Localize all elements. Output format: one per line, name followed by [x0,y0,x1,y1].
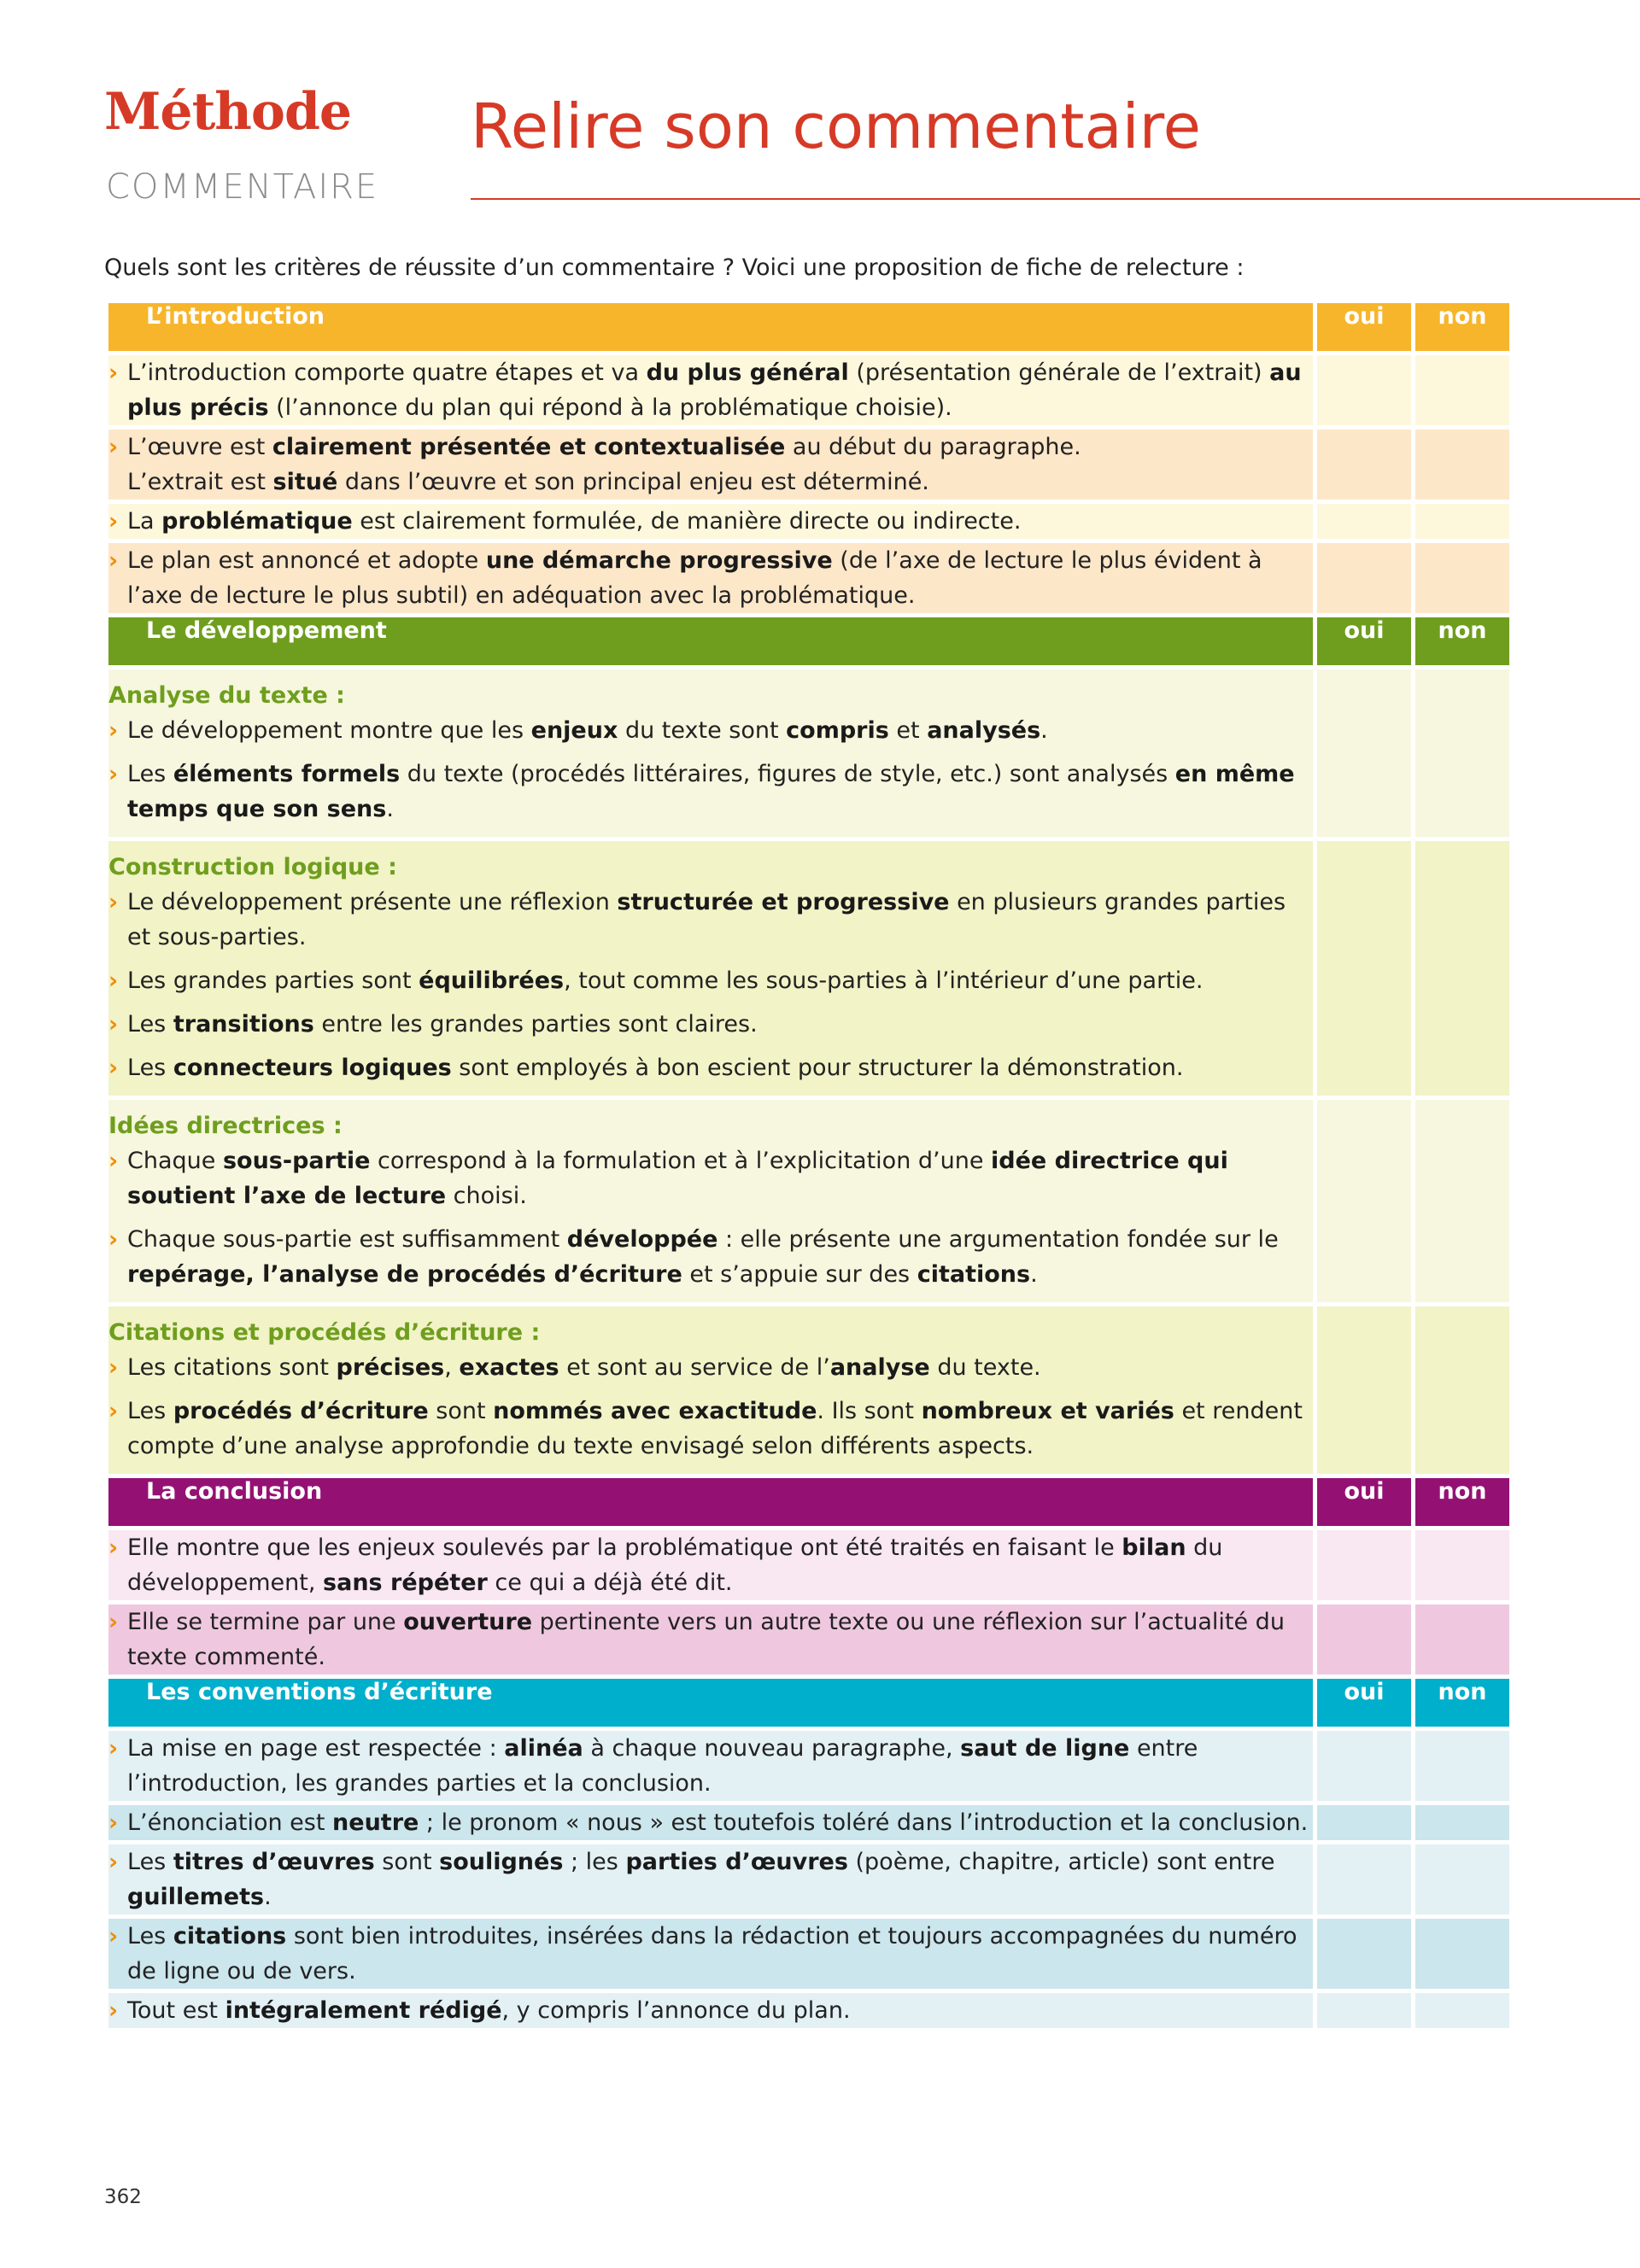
criterion-text: (de l’axe de lecture le plus évident à l’axe de lecture le plus subtil) en adéquation avec la problématique. [127,547,1262,609]
intro-question: Quels sont les critères de réussite d’un commentaire ? Voici une proposition de fiche de relecture : [104,254,1245,281]
column-non-label: non [1414,1476,1512,1529]
section-header [107,301,1512,354]
criterion-text: et sont au service de l’ [559,1354,830,1381]
emphasis-text: analyse [829,1354,930,1381]
emphasis-text: situé [272,469,338,495]
chevron-right-icon: › [108,1849,119,1875]
emphasis-text: alinéa [504,1735,583,1762]
emphasis-text: du plus général [646,359,849,386]
criterion-text: Les grandes parties sont [127,967,419,994]
criterion-text: Les [127,1055,173,1081]
checklist-row [107,1098,1512,1305]
chevron-right-icon: › [108,1011,119,1038]
chevron-right-icon: › [108,1735,119,1762]
criterion-text: . [1040,717,1048,744]
emphasis-text: guillemets [127,1884,265,1910]
emphasis-text: précises [336,1354,445,1381]
checklist-row [107,541,1512,616]
criteria-cell [107,1843,1315,1917]
non-checkbox-cell[interactable] [1414,1843,1512,1917]
criterion-item [108,543,1313,613]
chevron-right-icon: › [108,1055,119,1081]
emphasis-text: ouverture [403,1609,533,1635]
checklist-row [107,428,1512,502]
criterion-text: Chaque sous-partie est suffisamment [127,1226,567,1253]
criterion-text: La [127,508,162,535]
criterion-item [108,1605,1313,1675]
chevron-right-icon: › [108,1809,119,1836]
emphasis-text: citations [173,1923,287,1949]
oui-checkbox-cell[interactable] [1315,1917,1414,1991]
non-checkbox-cell[interactable] [1414,502,1512,541]
chevron-right-icon: › [108,1923,119,1949]
criterion-text: . Ils sont [817,1398,922,1424]
criterion-text: et s’appuie sur des [682,1261,917,1288]
criterion-text: . [264,1884,272,1910]
criterion-item [108,885,1313,955]
criterion-text: L’œuvre est [127,434,272,460]
oui-checkbox-cell[interactable] [1315,1305,1414,1476]
criterion-text: Tout est [127,1997,226,2024]
criteria-cell [107,502,1315,541]
criterion-text: Les [127,761,173,787]
criterion-text: Elle montre que les enjeux soulevés par la problématique ont été traités en faisant le [127,1534,1122,1561]
criterion-text: du texte (procédés littéraires, figures de style, etc.) sont analysés [400,761,1175,787]
criterion-text: : elle présente une argumentation fondée sur le [718,1226,1279,1253]
criterion-text: et [888,717,928,744]
criterion-text: sont [428,1398,494,1424]
subsection-heading: Analyse du texte : [108,682,345,709]
emphasis-text: connecteurs logiques [173,1055,452,1081]
non-checkbox-cell[interactable] [1414,1305,1512,1476]
criterion-text: ce qui a déjà été dit. [487,1569,733,1596]
emphasis-text: analysés [927,717,1041,744]
emphasis-text: structurée et progressive [617,889,950,915]
column-oui-label: oui [1315,616,1414,668]
subsection-heading: Citations et procédés d’écriture : [108,1319,541,1346]
oui-checkbox-cell[interactable] [1315,502,1414,541]
emphasis-text: nombreux et variés [921,1398,1174,1424]
criterion-text: au début du paragraphe. [785,434,1081,460]
chevron-right-icon: › [108,1226,119,1253]
emphasis-text: problématique [161,508,353,535]
criterion-text: Les [127,1849,173,1875]
oui-checkbox-cell[interactable] [1315,1098,1414,1305]
column-oui-label: oui [1315,1677,1414,1729]
oui-checkbox-cell[interactable] [1315,1729,1414,1803]
review-checklist [104,299,1514,2032]
criterion-text: , [444,1354,460,1381]
section-header [107,616,1512,668]
oui-checkbox-cell[interactable] [1315,428,1414,502]
criterion-text: (l’annonce du plan qui répond à la problématique choisie). [268,395,952,421]
category-label: COMMENTAIRE [106,167,379,207]
criterion-item [108,1394,1313,1464]
section-title: La conclusion [107,1476,1315,1529]
criterion-text: correspond à la formulation et à l’explicitation d’une [370,1148,992,1174]
column-non-label: non [1414,301,1512,354]
criterion-text: Les citations sont [127,1354,337,1381]
emphasis-text: nommés avec exactitude [493,1398,817,1424]
chevron-right-icon: › [108,717,119,744]
criterion-item [108,1143,1313,1213]
criterion-text: Le plan est annoncé et adopte [127,547,486,574]
criterion-item [108,504,1313,539]
emphasis-text: exactes [459,1354,559,1381]
emphasis-text: soulignés [439,1849,564,1875]
section-title: Le développement [107,616,1315,668]
chevron-right-icon: › [108,1398,119,1424]
criterion-item [108,713,1313,748]
chevron-right-icon: › [108,967,119,994]
emphasis-text: neutre [332,1809,419,1836]
emphasis-text: intégralement rédigé [225,1997,502,2024]
non-checkbox-cell[interactable] [1414,1603,1512,1677]
checklist-row [107,1917,1512,1991]
chevron-right-icon: › [108,547,119,574]
criterion-text: . [1030,1261,1038,1288]
criterion-item [108,1993,1313,2028]
emphasis-text: repérage, l’analyse de procédés d’écriture [127,1261,682,1288]
criterion-text: en plusieurs grandes parties et sous-parties. [127,889,1286,950]
emphasis-text: développée [566,1226,718,1253]
brand-title: Méthode [104,82,352,142]
page-number: 362 [104,2186,142,2208]
oui-checkbox-cell[interactable] [1315,668,1414,839]
criterion-text: (présentation générale de l’extrait) [848,359,1270,386]
criterion-text: entre l’introduction, les grandes parties et la conclusion. [127,1735,1198,1797]
subsection-heading: Idées directrices : [108,1113,343,1139]
criterion-text: sont employés à bon escient pour structurer la démonstration. [451,1055,1184,1081]
emphasis-text: clairement présentée et contextualisée [272,434,786,460]
criteria-cell [107,541,1315,616]
criteria-cell [107,1603,1315,1677]
criterion-text: Les [127,1398,173,1424]
oui-checkbox-cell[interactable] [1315,1991,1414,2031]
checklist-row [107,1803,1512,1843]
non-checkbox-cell[interactable] [1414,1529,1512,1603]
criterion-text: sont [374,1849,440,1875]
criterion-text: entre les grandes parties sont claires. [313,1011,758,1038]
oui-checkbox-cell[interactable] [1315,354,1414,428]
emphasis-text: transitions [173,1011,314,1038]
emphasis-text: en même temps que son sens [127,761,1295,822]
chevron-right-icon: › [108,1534,119,1561]
criteria-cell [107,1098,1315,1305]
criterion-text: , y compris l’annonce du plan. [501,1997,851,2024]
criterion-text: est clairement formulée, de manière directe ou indirecte. [352,508,1022,535]
section-header [107,1677,1512,1729]
criterion-text: ; les [563,1849,626,1875]
criterion-text: ; le pronom « nous » est toutefois toléré dans l’introduction et la conclusion. [419,1809,1309,1836]
criteria-cell [107,1529,1315,1603]
oui-checkbox-cell[interactable] [1315,1529,1414,1603]
chevron-right-icon: › [108,359,119,386]
checklist-row [107,1305,1512,1476]
column-non-label: non [1414,1677,1512,1729]
checklist-row [107,1843,1512,1917]
non-checkbox-cell[interactable] [1414,668,1512,839]
criterion-text: du texte. [929,1354,1041,1381]
non-checkbox-cell[interactable] [1414,354,1512,428]
criteria-cell [107,839,1315,1098]
checklist-row [107,1991,1512,2031]
emphasis-text: bilan [1122,1534,1186,1561]
criteria-cell [107,668,1315,839]
chevron-right-icon: › [108,889,119,915]
non-checkbox-cell[interactable] [1414,1917,1512,1991]
chevron-right-icon: › [108,1609,119,1635]
checklist-row [107,668,1512,839]
criterion-text: du texte sont [618,717,787,744]
section-title: Les conventions d’écriture [107,1677,1315,1729]
criterion-item [108,1805,1313,1840]
criteria-cell [107,354,1315,428]
oui-checkbox-cell[interactable] [1315,1803,1414,1843]
emphasis-text: titres d’œuvres [173,1849,375,1875]
column-non-label: non [1414,616,1512,668]
chevron-right-icon: › [108,761,119,787]
criterion-text: L’introduction comporte quatre étapes et va [127,359,647,386]
criterion-text: Le développement montre que les [127,717,531,744]
chevron-right-icon: › [108,1354,119,1381]
criterion-text: Les [127,1011,173,1038]
page-title: Relire son commentaire [471,91,1201,162]
criterion-text: sont bien introduites, insérées dans la rédaction et toujours accompagnées du numéro de ligne ou de vers. [127,1923,1297,1984]
chevron-right-icon: › [108,508,119,535]
non-checkbox-cell[interactable] [1414,1991,1512,2031]
oui-checkbox-cell[interactable] [1315,541,1414,616]
criterion-text: Elle se termine par une [127,1609,404,1635]
emphasis-text: équilibrées [419,967,565,994]
criterion-item [108,355,1313,425]
non-checkbox-cell[interactable] [1414,428,1512,502]
checklist-row [107,839,1512,1098]
emphasis-text: sans répéter [323,1569,488,1596]
criterion-text: . [386,796,394,822]
criterion-item [108,1350,1313,1385]
chevron-right-icon: › [108,434,119,460]
criterion-text: pertinente vers un autre texte ou une réflexion sur l’actualité du texte commenté. [127,1609,1285,1670]
oui-checkbox-cell[interactable] [1315,1603,1414,1677]
emphasis-text: enjeux [530,717,618,744]
emphasis-text: parties d’œuvres [625,1849,848,1875]
emphasis-text: une démarche progressive [485,547,833,574]
checklist-row [107,502,1512,541]
criterion-text: Chaque [127,1148,223,1174]
criterion-item [108,430,1313,500]
emphasis-text: citations [917,1261,1031,1288]
emphasis-text: saut de ligne [960,1735,1130,1762]
chevron-right-icon: › [108,1148,119,1174]
criterion-item [108,1919,1313,1989]
checklist-row [107,1603,1512,1677]
criterion-item [108,963,1313,998]
criteria-cell [107,1991,1315,2031]
criterion-text: à chaque nouveau paragraphe, [583,1735,961,1762]
emphasis-text: compris [786,717,889,744]
non-checkbox-cell[interactable] [1414,1729,1512,1803]
non-checkbox-cell[interactable] [1414,1098,1512,1305]
criteria-cell [107,428,1315,502]
criterion-item [108,1731,1313,1801]
criterion-item [108,1050,1313,1085]
checklist-row [107,354,1512,428]
criterion-item [108,1007,1313,1042]
criterion-text: L’extrait est [127,469,273,495]
emphasis-text: au plus précis [127,359,1302,421]
criterion-item [108,1530,1313,1600]
criteria-cell [107,1803,1315,1843]
section-header [107,1476,1512,1529]
criterion-text: , tout comme les sous-parties à l’intérieur d’une partie. [564,967,1204,994]
criterion-item [108,1222,1313,1292]
criterion-item [108,1844,1313,1914]
oui-checkbox-cell[interactable] [1315,1843,1414,1917]
checklist-row [107,1529,1512,1603]
criterion-text: et rendent compte d’une analyse approfondie du texte envisagé selon différents aspects. [127,1398,1303,1459]
criterion-text: Les [127,1923,173,1949]
criterion-item [108,757,1313,827]
emphasis-text: idée directrice qui soutient l’axe de lecture [127,1148,1228,1209]
non-checkbox-cell[interactable] [1414,541,1512,616]
criteria-cell [107,1917,1315,1991]
criterion-text: dans l’œuvre et son principal enjeu est déterminé. [337,469,929,495]
emphasis-text: éléments formels [173,761,401,787]
checklist-row [107,1729,1512,1803]
title-rule [471,198,1640,200]
column-oui-label: oui [1315,301,1414,354]
non-checkbox-cell[interactable] [1414,1803,1512,1843]
criterion-text: L’énonciation est [127,1809,333,1836]
criterion-text: Le développement présente une réflexion [127,889,618,915]
emphasis-text: procédés d’écriture [173,1398,429,1424]
chevron-right-icon: › [108,1997,119,2024]
section-title: L’introduction [107,301,1315,354]
column-oui-label: oui [1315,1476,1414,1529]
emphasis-text: sous-partie [222,1148,371,1174]
criterion-text: du développement, [127,1534,1223,1596]
subsection-heading: Construction logique : [108,854,397,880]
non-checkbox-cell[interactable] [1414,839,1512,1098]
criteria-cell [107,1729,1315,1803]
oui-checkbox-cell[interactable] [1315,839,1414,1098]
criteria-cell [107,1305,1315,1476]
criterion-text: La mise en page est respectée : [127,1735,505,1762]
criterion-text: choisi. [446,1183,527,1209]
criterion-text: (poème, chapitre, article) sont entre [847,1849,1275,1875]
